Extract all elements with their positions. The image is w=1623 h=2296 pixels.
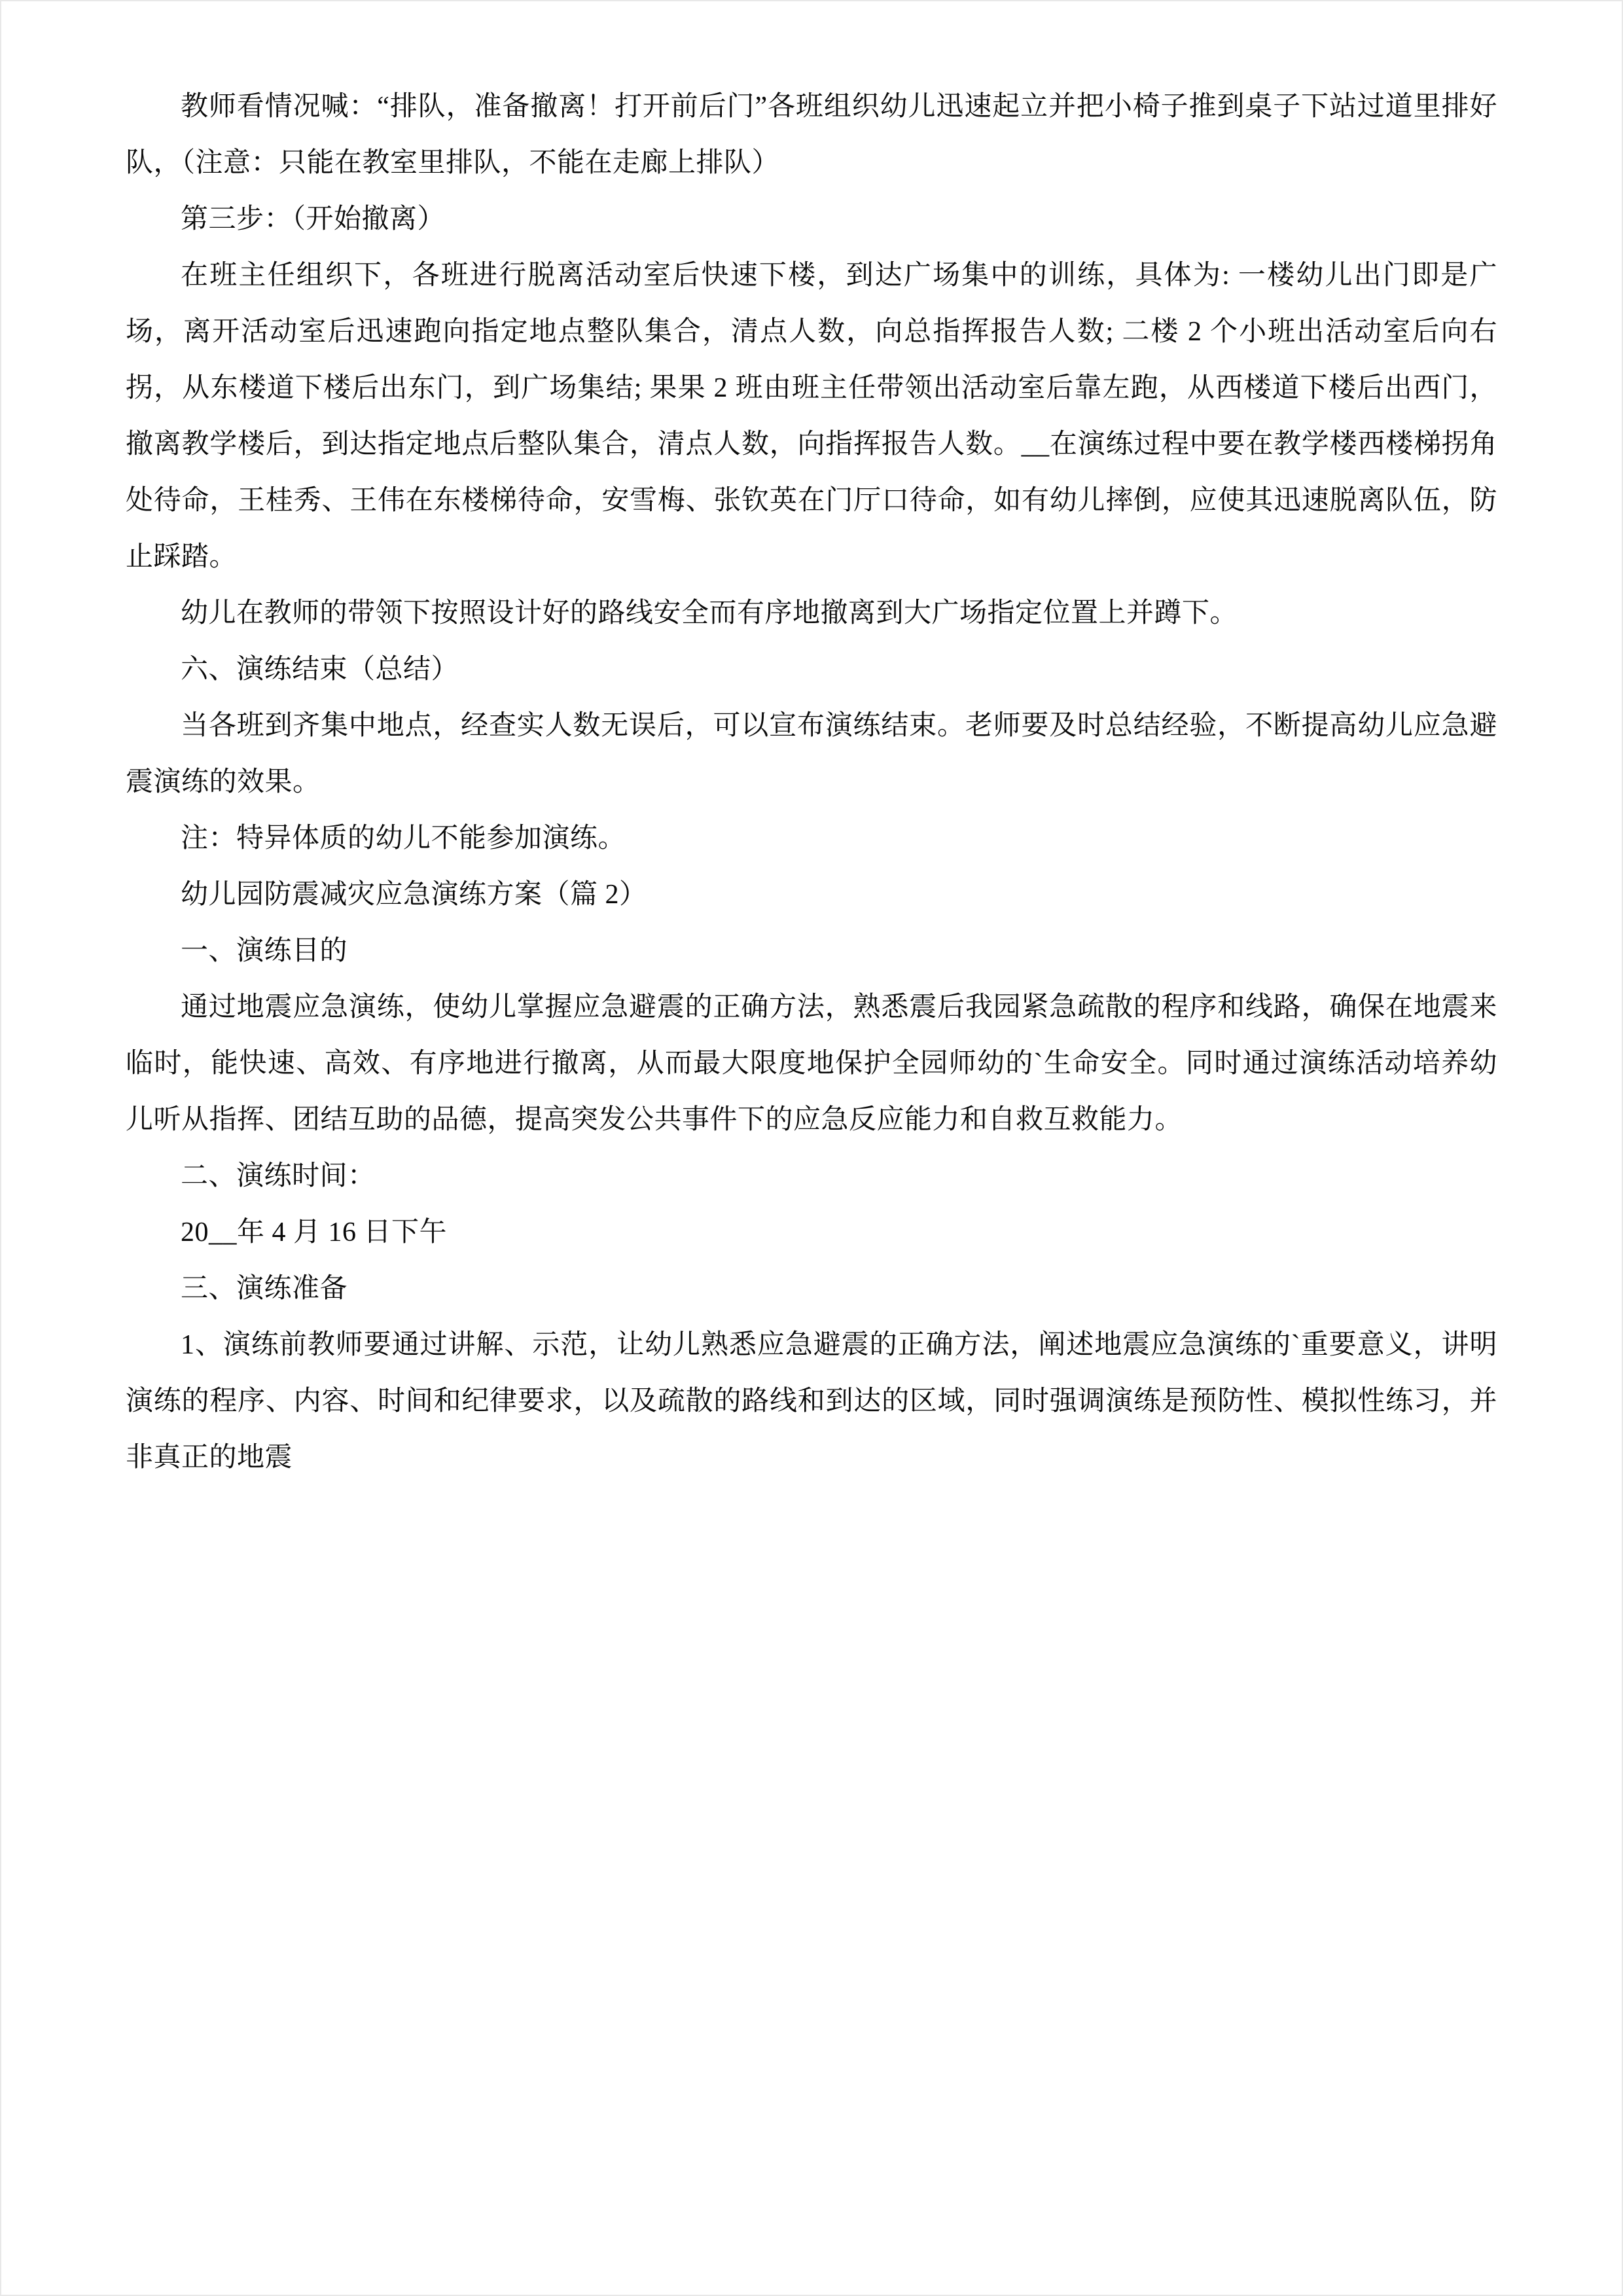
paragraph: 教师看情况喊：“排队，准备撤离！打开前后门”各班组织幼儿迅速起立并把小椅子推到桌子下站过道里排好队，（注意：只能在教室里排队，不能在走廊上排队） [126, 92, 1497, 178]
paragraph: 六、演练结束（总结） [181, 655, 459, 685]
document-content [126, 79, 1497, 1486]
paragraph: 一、演练目的 [181, 936, 348, 966]
paragraph: 20__年 4 月 16 日下午 [181, 1217, 448, 1247]
paragraph: 通过地震应急演练，使幼儿掌握应急避震的正确方法，熟悉震后我园紧急疏散的程序和线路，确保在地震来临时，能快速、高效、有序地进行撤离，从而最大限度地保护全园师幼的`生命安全。同时通过演练活动培养幼儿听从指挥、团结互助的品德，提高突发公共事件下的应急反应能力和自救互救能力。 [126, 992, 1497, 1135]
paragraph: 幼儿在教师的带领下按照设计好的路线安全而有序地撤离到大广场指定位置上并蹲下。 [181, 598, 1238, 628]
paragraph: 二、演练时间： [181, 1161, 376, 1191]
paragraph: 当各班到齐集中地点，经查实人数无误后，可以宣布演练结束。老师要及时总结经验，不断提高幼儿应急避震演练的效果。 [126, 711, 1497, 797]
paragraph: 幼儿园防震减灾应急演练方案（篇 2） [181, 880, 647, 910]
paragraph: 在班主任组织下，各班进行脱离活动室后快速下楼，到达广场集中的训练，具体为: 一楼幼儿出门即是广场，离开活动室后迅速跑向指定地点整队集合，清点人数，向总指挥报告人数; 二楼 2 个小班出活动室后向右拐，从东楼道下楼后出东门，到广场集结; 果果 2 班由班主任带领出活动室后靠左跑，从西楼道下楼后出西门，撤离教学楼后，到达指定地点后整队集合，清点人数，向指挥报告人数。__在演练过程中要在教学楼西楼梯拐角处待命，王桂秀、王伟在东楼梯待命，安雪梅、张钦英在门厅口待命，如有幼儿摔倒，应使其迅速脱离队伍，防止踩踏。 [126, 260, 1497, 572]
paragraph: 1、演练前教师要通过讲解、示范，让幼儿熟悉应急避震的正确方法，阐述地震应急演练的`重要意义，讲明演练的程序、内容、时间和纪律要求，以及疏散的路线和到达的区域，同时强调演练是预防性、模拟性练习，并非真正的地震 [126, 1330, 1497, 1473]
paragraph: 第三步：（开始撤离） [181, 204, 446, 234]
paragraph: 注：特异体质的幼儿不能参加演练。 [181, 823, 626, 853]
paragraph: 三、演练准备 [181, 1274, 348, 1304]
